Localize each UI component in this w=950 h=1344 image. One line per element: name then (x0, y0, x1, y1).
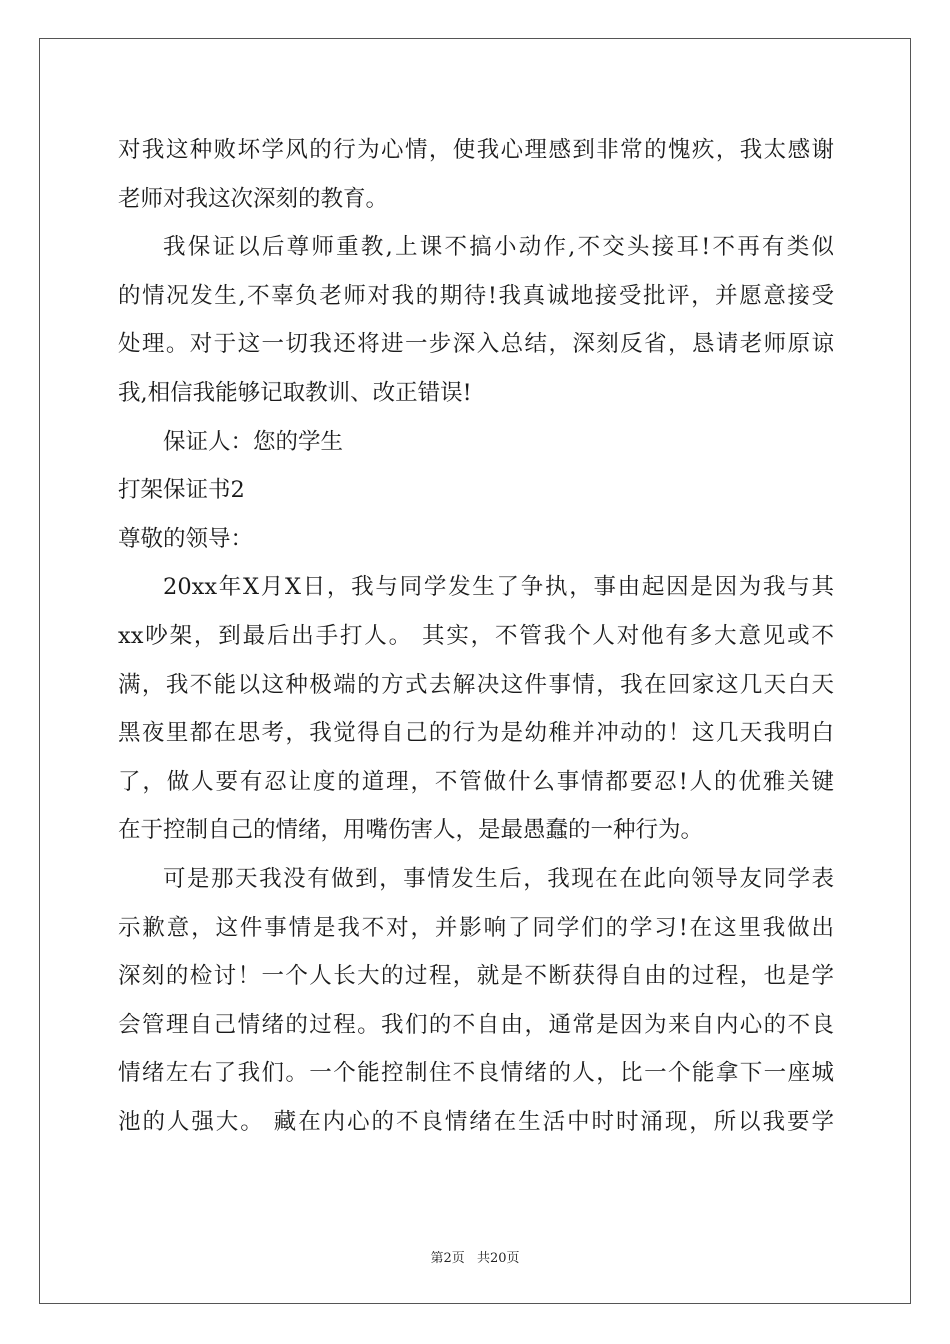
text-line: 了，做人要有忍让度的道理，不管做什么事情都要忍!人的优雅关键 (118, 768, 834, 795)
page-footer (0, 1247, 950, 1266)
text-line: 满，我不能以这种极端的方式去解决这件事情，我在回家这几天白天 (118, 671, 834, 698)
text-line: 20xx年X月X日，我与同学发生了争执，事由起因是因为我与其 (163, 574, 834, 601)
text-line: 会管理自己情绪的过程。我们的不自由，通常是因为来自内心的不良 (118, 1011, 834, 1038)
page-total: 共20页 (476, 1251, 520, 1266)
text-line: 对我这种败坏学风的行为心情，使我心理感到非常的愧疚，我太感谢 (118, 137, 834, 163)
paragraph (118, 223, 834, 417)
text-line: 黑夜里都在思考，我觉得自己的行为是幼稚并冲动的！这几天我明白 (118, 720, 834, 747)
paragraph (118, 466, 834, 515)
paragraph (118, 126, 834, 223)
text-line: 处理。对于这一切我还将进一步深入总结，深刻反省，恳请老师原谅 (118, 331, 834, 358)
text-line: 示歉意，这件事情是我不对，并影响了同学们的学习!在这里我做出 (118, 914, 834, 941)
text-line: 深刻的检讨！一个人长大的过程，就是不断获得自由的过程，也是学 (118, 963, 834, 990)
text-line: 我保证以后尊师重教,上课不搞小动作,不交头接耳!不再有类似 (163, 234, 834, 261)
text-line: 在于控制自己的情绪，用嘴伤害人，是最愚蠢的一种行为。 (118, 817, 704, 844)
paragraph (118, 418, 834, 467)
paragraph (118, 563, 834, 855)
text-line: 打架保证书2 (118, 477, 245, 504)
page-number: 第2页 (430, 1251, 465, 1266)
text-line: 可是那天我没有做到，事情发生后，我现在在此向领导友同学表 (163, 865, 834, 892)
text-line: 的情况发生,不辜负老师对我的期待!我真诚地接受批评，并愿意接受 (118, 282, 834, 309)
document-body (118, 126, 834, 1146)
text-line: 尊敬的领导： (118, 525, 254, 552)
text-line: 老师对我这次深刻的教育。 (118, 185, 389, 212)
paragraph (118, 515, 834, 564)
paragraph (118, 855, 834, 1147)
text-line: 我,相信我能够记取教训、改正错误! (118, 379, 472, 406)
text-line: 池的人强大。 藏在内心的不良情绪在生活中时时涌现，所以我要学 (118, 1108, 834, 1135)
text-line: 情绪左右了我们。一个能控制住不良情绪的人，比一个能拿下一座城 (118, 1060, 834, 1087)
text-line: 保证人：您的学生 (163, 428, 344, 455)
text-line: xx吵架，到最后出手打人。 其实，不管我个人对他有多大意见或不 (118, 622, 834, 649)
